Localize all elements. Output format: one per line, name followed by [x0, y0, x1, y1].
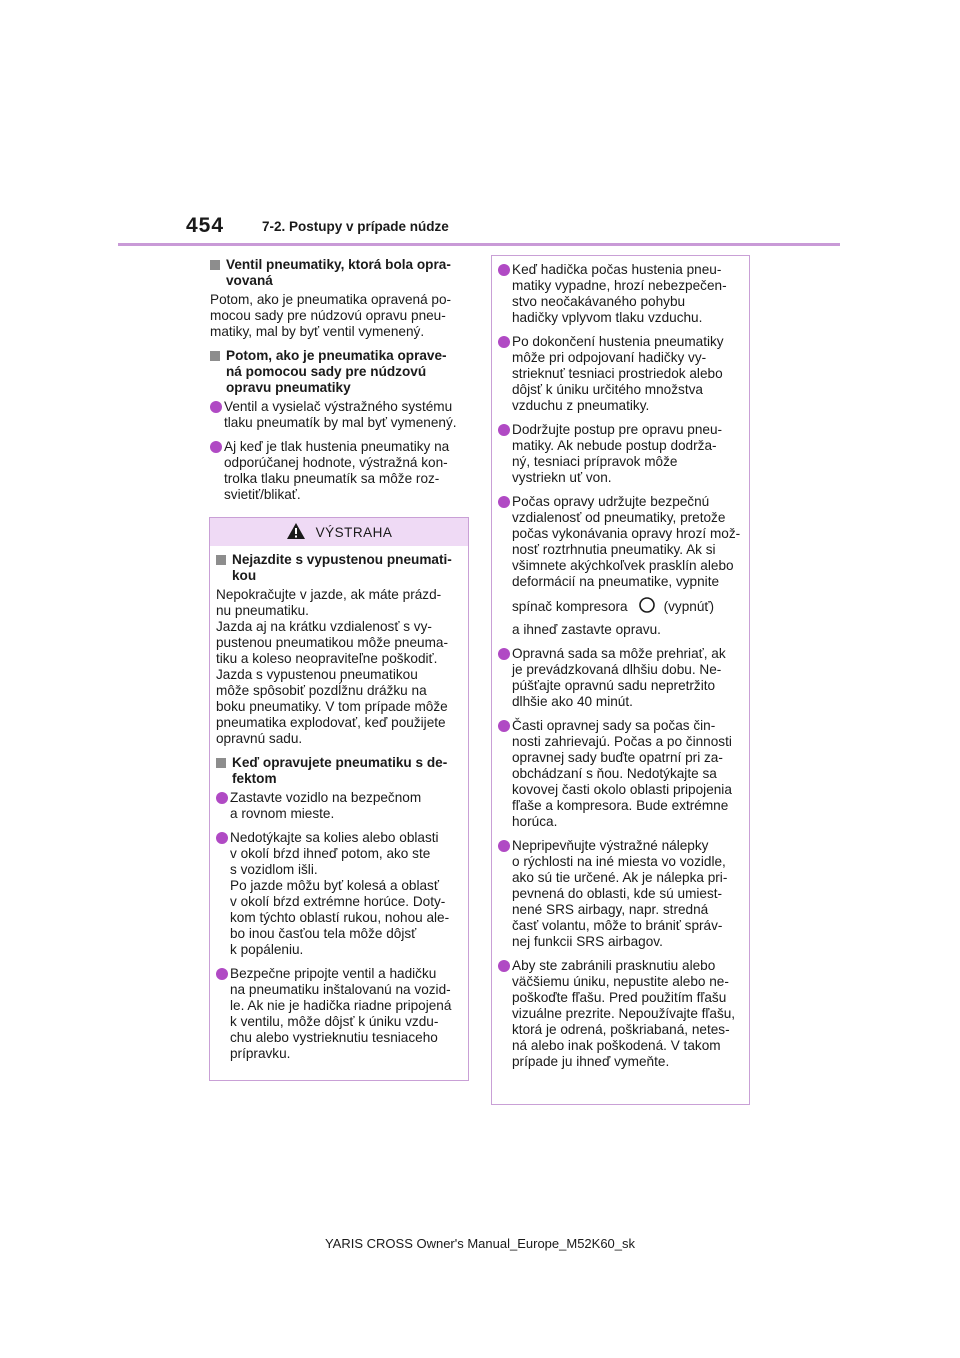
list-item-text: Zastavte vozidlo na bezpečnom a rovnom mieste.: [230, 790, 422, 821]
list-item-text-end: a ihneď zastavte opravu.: [512, 622, 661, 637]
list-item: [498, 958, 743, 1070]
bullet-dot-icon: [498, 720, 510, 732]
list-item-text: Aby ste zabránili prasknutiu alebo väčšiemu úniku, nepustite alebo ne- poškoďte fľašu. Pred použitím fľašu vizuálne prezrite. Nepoužívajte fľašu, ktorá je odrená, poškriabaná, netes- ná alebo inak poškodená. V takom prípade ju ihneď vymeňte.: [512, 958, 736, 1069]
heading-valve: [210, 257, 468, 289]
continued-warning-box: [491, 255, 750, 1105]
list-item: [216, 966, 462, 1062]
power-off-icon: [638, 596, 656, 618]
bullet-dot-icon: [498, 264, 510, 276]
heading-valve-text: Ventil pneumatiky, ktorá bola opra- vovaná: [226, 257, 451, 288]
continued-warning-body: [492, 256, 749, 1070]
warning-header: [210, 518, 468, 546]
list-item: [216, 830, 462, 958]
list-item-text: Časti opravnej sady sa počas čin- nosti zahrievajú. Počas a po činnosti opravnej sady buďte opatrní pri za- obchádzaní s ňou. Nedotýkajte sa kovovej časti okolo oblasti pripojenia fľaše a kompresora. Bude extrémne horúca.: [512, 718, 732, 829]
heading-repairing: [216, 755, 462, 787]
header-rule: [118, 243, 840, 246]
left-column: [210, 257, 468, 511]
list-item: [498, 262, 743, 326]
square-bullet-icon: [210, 351, 220, 361]
list-item-text: Keď hadička počas hustenia pneu- matiky vypadne, hrozí nebezpečen- stvo neočakávaného pohybu hadičky vplyvom tlaku vzduchu.: [512, 262, 727, 325]
list-item: [498, 494, 743, 638]
heading-flat-tire: [216, 552, 462, 584]
list-item: [210, 399, 468, 431]
list-item: [210, 439, 468, 503]
footer-text: YARIS CROSS Owner's Manual_Europe_M52K60_sk: [324, 1236, 636, 1251]
heading-after-repair-text: Potom, ako je pneumatika oprave- ná pomocou sady pre núdzovú opravu pneumatiky: [226, 348, 447, 395]
list-item-text: Po dokončení hustenia pneumatiky môže pri odpojovaní hadičky vy- strieknuť tesniaci prostriedok alebo dôjsť k úniku určitého množstva vzduchu z pneumatiky.: [512, 334, 724, 413]
list-item: [498, 838, 743, 950]
list-item-text: Dodržujte postup pre opravu pneu- matiky. Ak nebude postup dodrža- ný, tesniaci prípravok môže vystriekn uť von.: [512, 422, 723, 485]
list-item: [216, 790, 462, 822]
bullet-dot-icon: [210, 401, 222, 413]
square-bullet-icon: [210, 260, 220, 270]
switch-text-after: (vypnúť): [663, 599, 715, 614]
bullet-dot-icon: [498, 496, 510, 508]
square-bullet-icon: [216, 555, 226, 565]
bullet-dot-icon: [498, 424, 510, 436]
bullet-dot-icon: [498, 336, 510, 348]
heading-flat-tire-text: Nejazdite s vypustenou pneumati- kou: [232, 552, 452, 583]
section-title: 7-2. Postupy v prípade núdze: [262, 219, 449, 234]
list-item-text: Opravná sada sa môže prehriať, ak je prevádzkovaná dlhšiu dobu. Ne- púšťajte opravnú sadu nepretržito dlhšie ako 40 minút.: [512, 646, 726, 709]
warning-box: [209, 517, 469, 1081]
list-item: [498, 334, 743, 414]
page-number: 454: [186, 214, 225, 237]
bullet-dot-icon: [216, 832, 228, 844]
list-item-text: Aj keď je tlak hustenia pneumatiky na odporúčanej hodnote, výstražná kon- trolka tlaku pneumatík sa môže roz- svietiť/blikať.: [224, 439, 450, 502]
list-item: [498, 422, 743, 486]
list-item-text: Bezpečne pripojte ventil a hadičku na pneumatiku inštalovanú na vozid- le. Ak nie je hadička riadne pripojená k ventilu, môže dôjsť k úniku vzdu- chu alebo vystrieknutiu tesniaceho prípravku.: [230, 966, 452, 1061]
heading-repairing-text: Keď opravujete pneumatiku s de- fektom: [232, 755, 448, 786]
bullet-dot-icon: [216, 792, 228, 804]
heading-after-repair: [210, 348, 468, 396]
paragraph-flat-tire: Nepokračujte v jazde, ak máte prázd- nu pneumatiku. Jazda aj na krátku vzdialenosť s vy- pustenou pneumatikou môže pneuma- tiku a koleso neopraviteľne poškodiť. Jazda s vypustenou pneumatikou môže spôsobiť pozdĺžnu drážku na boku pneumatiky. V tom prípade môže pneumatika explodovať, keď použijete opravnú sadu.: [216, 587, 448, 746]
bullet-dot-icon: [210, 441, 222, 453]
list-item-text: Počas opravy udržujte bezpečnú vzdialenosť od pneumatiky, pretože počas vykonávania opravy hrozí mož- nosť roztrhnutia pneumatiky. Ak si všimnete akýchkoľvek prasklín alebo deformácií na pneumatike, vypnite: [512, 494, 741, 589]
warning-triangle-icon: [286, 522, 306, 543]
warning-title: VÝSTRAHA: [315, 524, 393, 540]
compressor-switch-line: [512, 596, 743, 618]
bullet-dot-icon: [498, 960, 510, 972]
list-item: [498, 646, 743, 710]
list-item-text: Nepripevňujte výstražné nálepky o rýchlosti na iné miesta vo vozidle, ako sú tie určené. Ak je nálepka pri- pevnená do oblasti, kde sú umiest- nené SRS airbagy, napr. stredná časť volantu, môže to brániť správ- nej funkcii SRS airbagov.: [512, 838, 728, 949]
list-item-text: Nedotýkajte sa kolies alebo oblasti v okolí bŕzd ihneď potom, ako ste s vozidlom išli. Po jazde môžu byť kolesá a oblasť v okolí bŕzd extrémne horúce. Doty- kom týchto oblastí rukou, nohou ale- bo inou časťou tela môže dôjsť k popáleniu.: [230, 830, 450, 957]
bullet-dot-icon: [498, 648, 510, 660]
paragraph-valve: Potom, ako je pneumatika opravená po- mocou sady pre núdzovú opravu pneu- matiky, mal by byť ventil vymenený.: [210, 292, 452, 339]
switch-text-before: spínač kompresora: [512, 599, 628, 614]
list-item: [498, 718, 743, 830]
list-item-text: Ventil a vysielač výstražného systému tlaku pneumatík by mal byť vymenený.: [224, 399, 457, 430]
bullet-dot-icon: [498, 840, 510, 852]
square-bullet-icon: [216, 758, 226, 768]
warning-body: [210, 546, 468, 1062]
bullet-dot-icon: [216, 968, 228, 980]
